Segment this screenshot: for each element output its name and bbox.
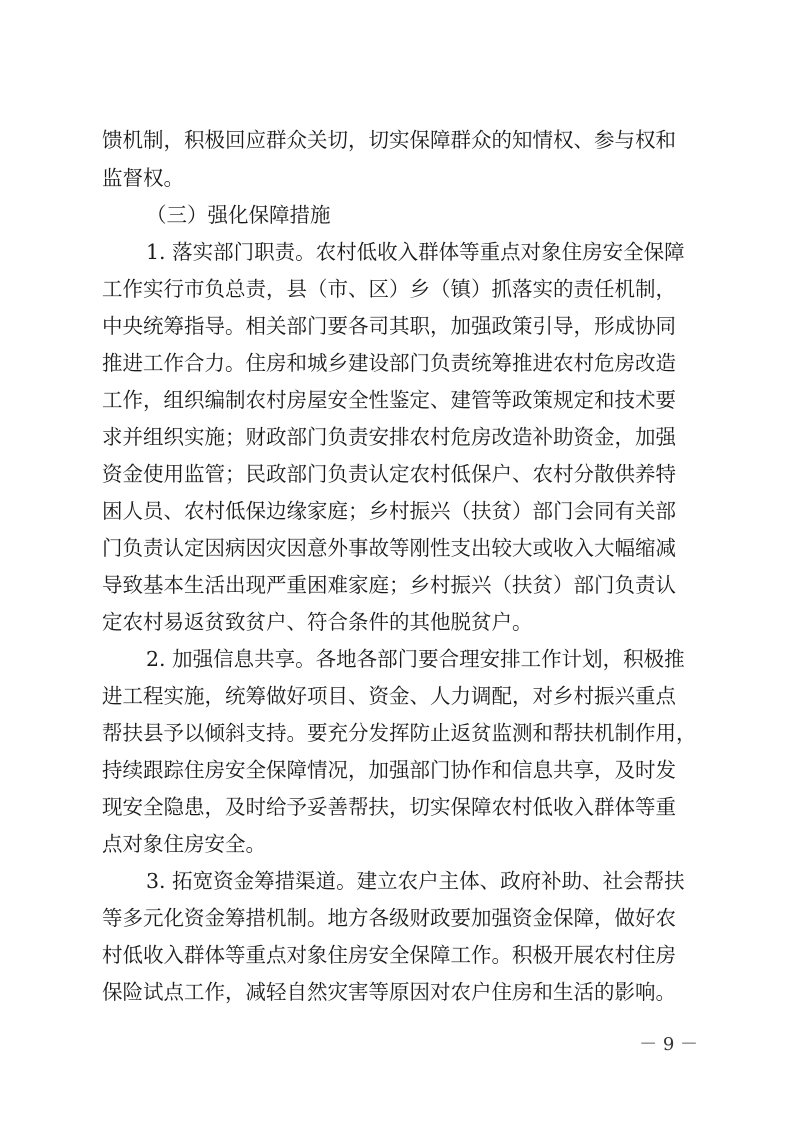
line-text: 3. 拓宽资金筹措渠道。建立农户主体、政府补助、社会帮扶 <box>146 869 685 893</box>
paragraph-line <box>0 160 793 196</box>
line-text: 工作，组织编制农村房屋安全性鉴定、建管等政策规定和技术要 <box>102 388 676 412</box>
line-text: 资金使用监管；民政部门负责认定农村低保户、农村分散供养特 <box>102 462 676 486</box>
line-text: 等多元化资金筹措机制。地方各级财政要加强资金保障，做好农 <box>102 906 676 930</box>
paragraph-line <box>0 937 793 973</box>
paragraph-line <box>0 678 793 714</box>
paragraph-line <box>0 789 793 825</box>
paragraph-line <box>0 308 793 344</box>
line-text: 保险试点工作，减轻自然灾害等原因对农户住房和生活的影响。 <box>102 980 676 1004</box>
line-text: 点对象住房安全。 <box>102 832 266 856</box>
paragraph-line <box>0 641 793 677</box>
line-text: 帮扶县予以倾斜支持。要充分发挥防止返贫监测和帮扶机制作用， <box>102 721 697 745</box>
line-text: 1. 落实部门职责。农村低收入群体等重点对象住房安全保障 <box>146 240 685 264</box>
line-text: 中央统筹指导。相关部门要各司其职，加强政策引导，形成协同 <box>102 314 676 338</box>
paragraph-line <box>0 493 793 529</box>
paragraph-line <box>0 122 793 158</box>
line-text: 门负责认定因病因灾因意外事故等刚性支出较大或收入大幅缩减 <box>102 536 676 560</box>
line-text: 定农村易返贫致贫户、符合条件的其他脱贫户。 <box>102 610 533 634</box>
line-text: 持续跟踪住房安全保障情况，加强部门协作和信息共享，及时发 <box>102 758 676 782</box>
paragraph-line <box>0 900 793 936</box>
line-text: 困人员、农村低保边缘家庭；乡村振兴（扶贫）部门会同有关部 <box>102 499 676 523</box>
line-text: 进工程实施，统筹做好项目、资金、人力调配，对乡村振兴重点 <box>102 684 676 708</box>
line-text: （三）强化保障措施 <box>146 203 331 227</box>
paragraph-line <box>0 715 793 751</box>
line-text: 馈机制，积极回应群众关切，切实保障群众的知情权、参与权和 <box>102 128 676 152</box>
line-text: 现安全隐患，及时给予妥善帮扶，切实保障农村低收入群体等重 <box>102 795 676 819</box>
line-text: 导致基本生活出现严重困难家庭；乡村振兴（扶贫）部门负责认 <box>102 573 676 597</box>
paragraph-line <box>0 456 793 492</box>
paragraph-line <box>0 345 793 381</box>
paragraph-line <box>0 974 793 1010</box>
line-text: 村低收入群体等重点对象住房安全保障工作。积极开展农村住房 <box>102 943 676 967</box>
paragraph-line <box>0 419 793 455</box>
paragraph-line <box>0 530 793 566</box>
paragraph-line <box>0 567 793 603</box>
line-text: 工作实行市负总责，县（市、区）乡（镇）抓落实的责任机制， <box>102 277 676 301</box>
section-heading <box>0 197 793 233</box>
line-text: 求并组织实施；财政部门负责安排农村危房改造补助资金，加强 <box>102 425 676 449</box>
paragraph-line <box>0 271 793 307</box>
line-text: 推进工作合力。住房和城乡建设部门负责统筹推进农村危房改造 <box>102 351 676 375</box>
line-text: 2. 加强信息共享。各地各部门要合理安排工作计划，积极推 <box>146 647 685 671</box>
paragraph-line <box>0 234 793 270</box>
page-number: － 9 － <box>639 1034 698 1055</box>
paragraph-line <box>0 604 793 640</box>
paragraph-line <box>0 826 793 862</box>
paragraph-line <box>0 382 793 418</box>
paragraph-line <box>0 752 793 788</box>
line-text: 监督权。 <box>102 166 184 190</box>
paragraph-line <box>0 863 793 899</box>
